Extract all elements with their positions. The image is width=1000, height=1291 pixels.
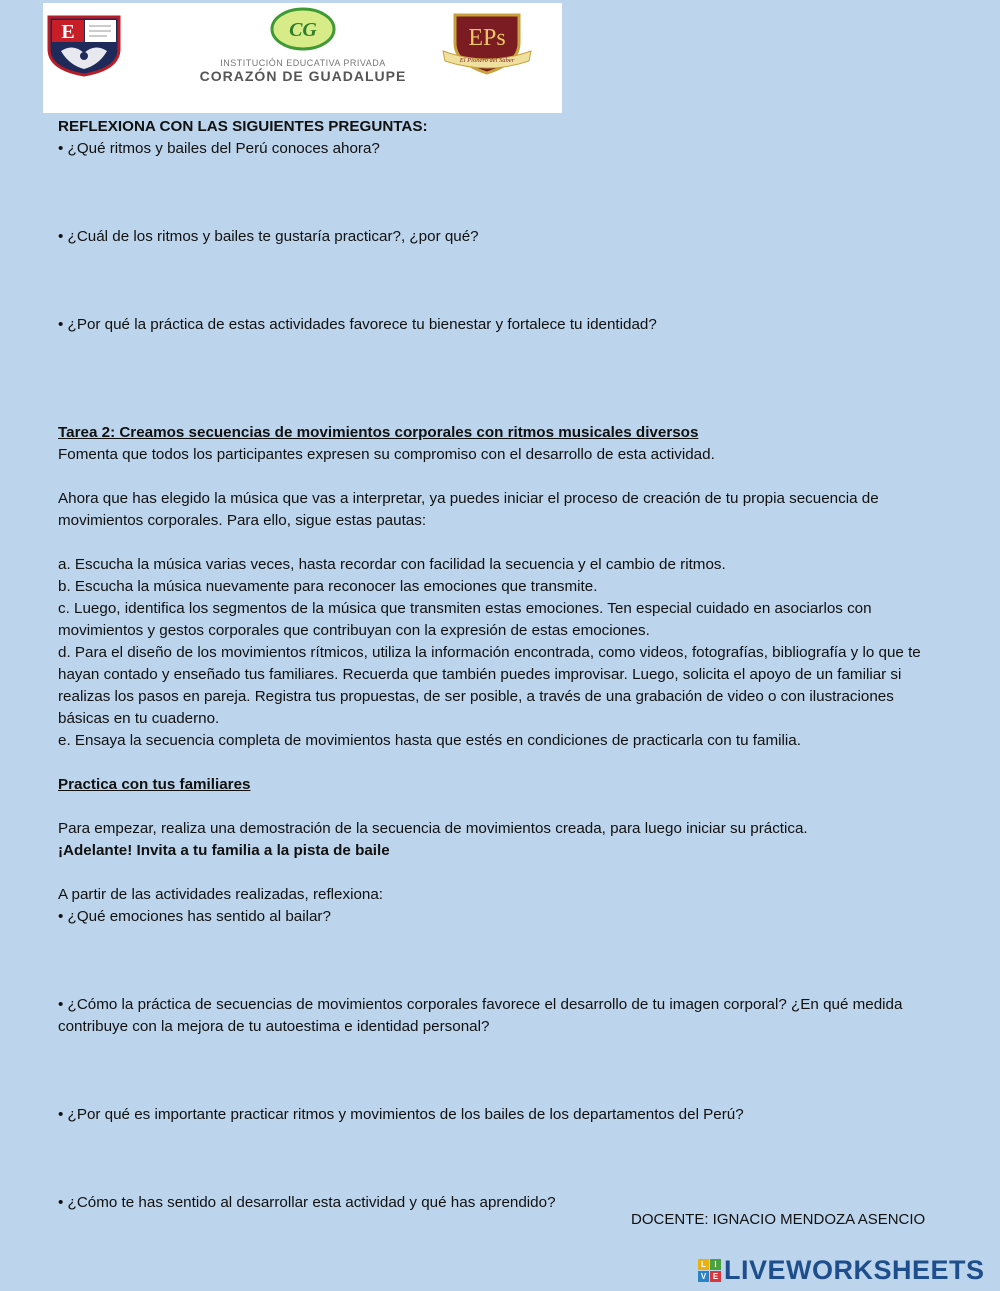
practice-title: Practica con tus familiares [58,776,251,793]
svg-text:El Pionero del Saber: El Pionero del Saber [459,57,515,64]
practice-paragraph: Para empezar, realiza una demostración de la secuencia de movimientos creada, para luego iniciar su práctica. [58,820,808,837]
reflect-intro: A partir de las actividades realizadas, reflexiona: [58,886,384,903]
reflection-title: REFLEXIONA CON LAS SIGUIENTES PREGUNTAS: [58,118,428,135]
practice-question-1: • ¿Qué emociones has sentido al bailar? [58,908,331,925]
svg-text:CG: CG [289,19,317,41]
task2-title: Tarea 2: Creamos secuencias de movimientos corporales con ritmos musicales diversos [58,424,699,441]
liveworksheets-logo[interactable] [698,1255,985,1286]
practice-question-2: • ¿Cómo la práctica de secuencias de movimientos corporales favorece el desarrollo de tu imagen corporal? ¿En qué medida contribuye con la mejora de tu autoestima e identidad personal? [58,996,903,1035]
practice-question-3: • ¿Por qué es importante practicar ritmos y movimientos de los bailes de los departamentos del Perú? [58,1106,744,1123]
reflection-question-3: • ¿Por qué la práctica de estas actividades favorece tu bienestar y fortalece tu identidad? [58,316,657,333]
step-c: c. Luego, identifica los segmentos de la música que transmiten estas emociones. Ten especial cuidado en asociarlos con movimientos y gestos corporales que contribuyan con la expresión de estas emociones. [58,600,872,639]
eps-crest-logo [441,11,533,82]
task2-paragraph: Ahora que has elegido la música que vas a interpretar, ya puedes iniciar el proceso de creación de tu propia secuencia de movimientos corporales. Para ello, sigue estas pautas: [58,490,879,529]
liveworksheets-icon: L I V E [698,1259,721,1282]
practice-call-to-action: ¡Adelante! Invita a tu familia a la pista de baile [58,842,390,859]
institution-name: CORAZÓN DE GUADALUPE [199,68,407,84]
institution-type: INSTITUCIÓN EDUCATIVA PRIVADA [220,58,386,68]
institution-logo [153,7,453,84]
school-shield-logo [47,15,121,82]
step-a: a. Escucha la música varias veces, hasta recordar con facilidad la secuencia y el cambio de ritmos. [58,556,726,573]
svg-text:E: E [61,21,75,43]
teacher-name: DOCENTE: IGNACIO MENDOZA ASENCIO [631,1211,926,1228]
step-e: e. Ensaya la secuencia completa de movimientos hasta que estés en condiciones de practicarla con tu familia. [58,732,801,749]
reflection-question-1: • ¿Qué ritmos y bailes del Perú conoces ahora? [58,140,380,157]
reflection-question-2: • ¿Cuál de los ritmos y bailes te gustaría practicar?, ¿por qué? [58,228,479,245]
worksheet-content [58,116,938,1214]
task2-intro: Fomenta que todos los participantes expresen su compromiso con el desarrollo de esta actividad. [58,446,715,463]
step-b: b. Escucha la música nuevamente para reconocer las emociones que transmite. [58,578,598,595]
liveworksheets-brand: LIVEWORKSHEETS [724,1255,985,1285]
school-header [43,3,562,113]
step-d: d. Para el diseño de los movimientos rítmicos, utiliza la información encontrada, como videos, fotografías, bibliografía y lo que te hayan contado y enseñado tus familiares. Recuerda que también puedes improvisar. Luego, solicita el apoyo de un familiar si realizas los pasos en pareja. Registra tus propuestas, de ser posible, a través de una grabación de video o con ilustraciones básicas en tu cuaderno. [58,644,921,727]
practice-question-4: • ¿Cómo te has sentido al desarrollar esta actividad y qué has aprendido? [58,1194,556,1211]
svg-text:EPs: EPs [468,25,506,51]
